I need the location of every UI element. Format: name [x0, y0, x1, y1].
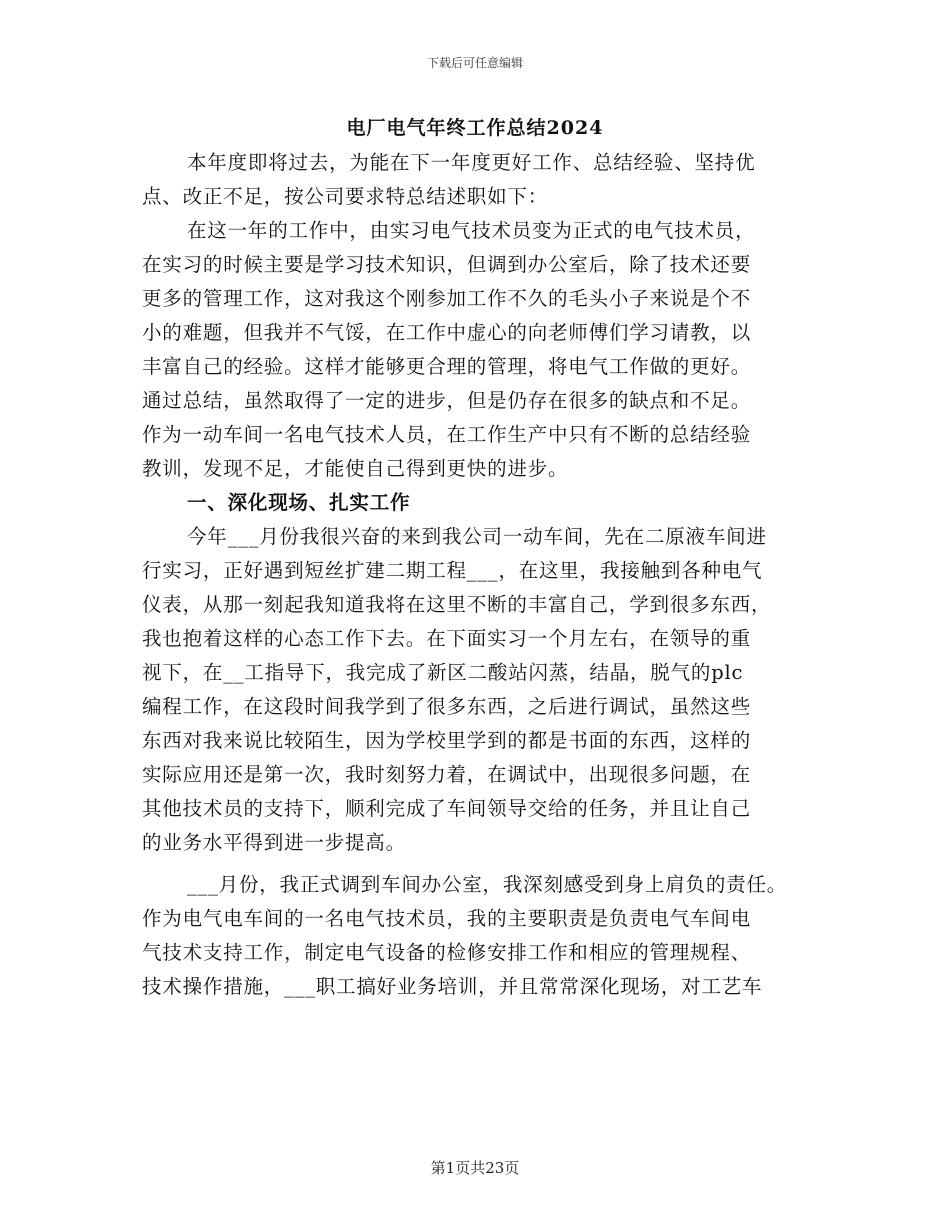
paragraph-line: 我也抱着这样的心态工作下去。在下面实习一个月左右，在领导的重 [142, 627, 752, 650]
paragraph-line: 在实习的时候主要是学习技术知识，但调到办公室后，除了技术还要 [142, 253, 752, 276]
section-heading: 一、深化现场、扎实工作 [187, 491, 411, 514]
paragraph-line: 点、改正不足，按公司要求特总结述职如下： [142, 185, 549, 208]
paragraph-line: 通过总结，虽然取得了一定的进步，但是仍存在很多的缺点和不足。 [142, 389, 752, 412]
paragraph-line: 其他技术员的支持下，顺利完成了车间领导交给的任务，并且让自己 [142, 797, 752, 820]
paragraph-line: 本年度即将过去，为能在下一年度更好工作、总结经验、坚持优 [187, 151, 756, 174]
paragraph-line: 仪表，从那一刻起我知道我将在这里不断的丰富自己，学到很多东西， [142, 593, 772, 616]
paragraph-line: 在这一年的工作中，由实习电气技术员变为正式的电气技术员， [187, 219, 756, 242]
paragraph-line: 编程工作，在这段时间我学到了很多东西，之后进行调试，虽然这些 [142, 695, 752, 718]
paragraph-line: 丰富自己的经验。这样才能够更合理的管理，将电气工作做的更好。 [142, 355, 752, 378]
paragraph-line: 行实习，正好遇到短丝扩建二期工程___，在这里，我接触到各种电气 [142, 559, 763, 582]
paragraph-line: 视下，在__工指导下，我完成了新区二酸站闪蒸，结晶，脱气的plc [142, 661, 744, 684]
paragraph-line: 小的难题，但我并不气馁，在工作中虚心的向老师傅们学习请教，以 [142, 321, 752, 344]
paragraph-line: 教训，发现不足，才能使自己得到更快的进步。 [142, 457, 569, 480]
paragraph-line: 更多的管理工作，这对我这个刚参加工作不久的毛头小子来说是个不 [142, 287, 752, 310]
paragraph-gap [142, 860, 822, 868]
paragraph-line: 今年___月份我很兴奋的来到我公司一动车间，先在二原液车间进 [187, 525, 767, 548]
paragraph-line: 作为电气电车间的一名电气技术员，我的主要职责是负责电气车间电 [142, 907, 752, 930]
paragraph-line: 的业务水平得到进一步提高。 [142, 831, 406, 854]
header-note: 下载后可任意编辑 [426, 56, 523, 70]
paragraph-line: 气技术支持工作，制定电气设备的检修安排工作和相应的管理规程、 [142, 941, 752, 964]
page-footer: 第1页共23页 [430, 1159, 520, 1177]
page-title: 电厂电气年终工作总结2024 [346, 117, 604, 139]
document-body [142, 146, 822, 1004]
paragraph-line: ___月份，我正式调到车间办公室，我深刻感受到身上肩负的责任。 [187, 873, 788, 896]
paragraph-line: 作为一动车间一名电气技术人员，在工作生产中只有不断的总结经验 [142, 423, 752, 446]
paragraph-line: 技术操作措施，___职工搞好业务培训，并且常常深化现场，对工艺车 [142, 975, 763, 998]
paragraph-line: 实际应用还是第一次，我时刻努力着，在调试中，出现很多问题，在 [142, 763, 752, 786]
paragraph-line: 东西对我来说比较陌生，因为学校里学到的都是书面的东西，这样的 [142, 729, 752, 752]
